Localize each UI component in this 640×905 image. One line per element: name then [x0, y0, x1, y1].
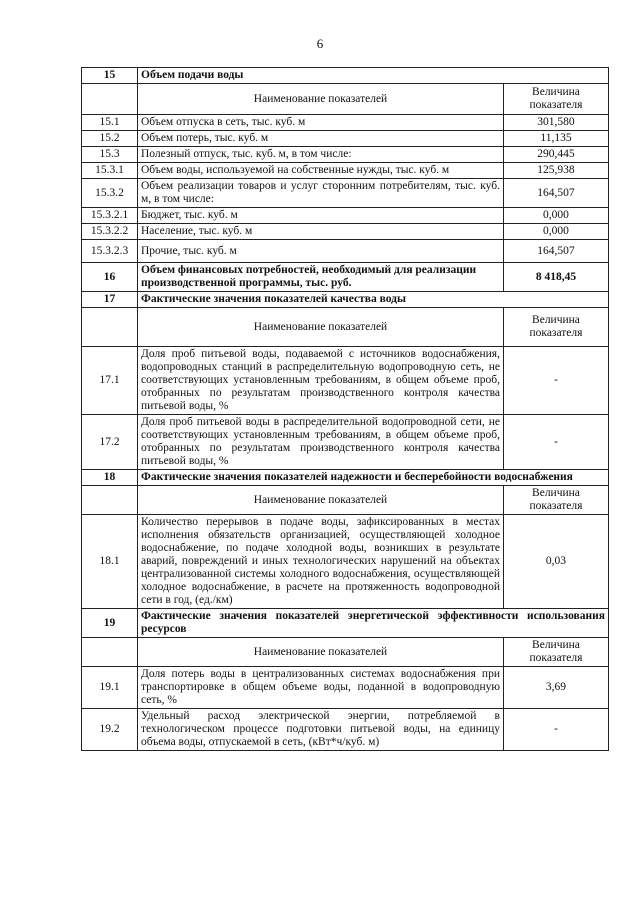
row-number: 15.3.2.1	[82, 208, 138, 224]
row-value: 164,507	[503, 179, 608, 208]
row-number: 19.1	[82, 667, 138, 709]
section-title: Фактические значения показателей качества воды	[138, 292, 609, 308]
table-row	[82, 131, 609, 147]
row-name: Объем потерь, тыс. куб. м	[138, 131, 504, 147]
row-name: Прочие, тыс. куб. м	[138, 240, 504, 263]
row-number: 17.2	[82, 415, 138, 470]
table-row	[82, 147, 609, 163]
row-name: Удельный расход электрической энергии, потребляемой в технологическом процессе подготовки питьевой воды, на единицу объема воды, отпускаемой в сеть, (кВт*ч/куб. м)	[138, 709, 504, 751]
table-row	[82, 667, 609, 709]
table-row	[82, 163, 609, 179]
row-value: 164,507	[503, 240, 608, 263]
table-row	[82, 415, 609, 470]
row-number: 15.3.2.2	[82, 224, 138, 240]
table-row	[82, 208, 609, 224]
row-name: Бюджет, тыс. куб. м	[138, 208, 504, 224]
column-header-row	[82, 486, 609, 515]
column-header-name: Наименование показателей	[138, 486, 504, 515]
table-row	[82, 240, 609, 263]
row-value: 290,445	[503, 147, 608, 163]
row-value: 3,69	[503, 667, 608, 709]
section-19-header	[82, 609, 609, 638]
row-value: 11,135	[503, 131, 608, 147]
row-value: 0,000	[503, 224, 608, 240]
section-title: Объем подачи воды	[138, 68, 609, 84]
section-18-header	[82, 470, 609, 486]
row-number: 15.3.1	[82, 163, 138, 179]
table-row	[82, 179, 609, 208]
row-name: Объем отпуска в сеть, тыс. куб. м	[138, 115, 504, 131]
row-value: 301,580	[503, 115, 608, 131]
row-number: 15.1	[82, 115, 138, 131]
section-15-header	[82, 68, 609, 84]
row-number: 18.1	[82, 515, 138, 609]
row-value: -	[503, 347, 608, 415]
section-number: 15	[82, 68, 138, 84]
column-header-name: Наименование показателей	[138, 638, 504, 667]
table-row	[82, 115, 609, 131]
row-number: 15.2	[82, 131, 138, 147]
table-row	[82, 224, 609, 240]
row-name: Объем воды, используемой на собственные нужды, тыс. куб. м	[138, 163, 504, 179]
column-header-row	[82, 308, 609, 347]
row-name: Доля проб питьевой воды, подаваемой с источников водоснабжения, водопроводных станций в распределительную водопроводную сеть, не соответствующих установленным требованиям, в общем объеме проб, отобранных по результатам производственного контроля качества питьевой воды, %	[138, 347, 504, 415]
row-value: 125,938	[503, 163, 608, 179]
indicators-table	[81, 67, 609, 751]
row-value: -	[503, 415, 608, 470]
column-header-value: Величина показателя	[503, 84, 608, 115]
section-number: 19	[82, 609, 138, 638]
column-header-name: Наименование показателей	[138, 308, 504, 347]
column-header-row	[82, 638, 609, 667]
column-header-value: Величина показателя	[503, 308, 608, 347]
table-row	[82, 515, 609, 609]
row-value: 0,000	[503, 208, 608, 224]
row-number: 17.1	[82, 347, 138, 415]
financial-need-value: 8 418,45	[503, 263, 608, 292]
row-number: 19.2	[82, 709, 138, 751]
section-title: Объем финансовых потребностей, необходимый для реализации производственной программы, тыс. руб.	[138, 263, 504, 292]
section-17-header	[82, 292, 609, 308]
row-name: Доля проб питьевой воды в распределительной водопроводной сети, не соответствующих установленным требованиям, в общем объеме проб, отобранных по результатам производственного контроля качества питьевой воды, %	[138, 415, 504, 470]
row-name: Доля потерь воды в централизованных системах водоснабжения при транспортировке в общем объеме воды, поданной в водопроводную сеть, %	[138, 667, 504, 709]
section-number: 17	[82, 292, 138, 308]
table-row	[82, 347, 609, 415]
page-number: 6	[316, 36, 324, 51]
row-number: 15.3.2	[82, 179, 138, 208]
column-header-value: Величина показателя	[503, 486, 608, 515]
column-header-value: Величина показателя	[503, 638, 608, 667]
row-name: Объем реализации товаров и услуг сторонним потребителям, тыс. куб. м, в том числе:	[138, 179, 504, 208]
row-name: Количество перерывов в подаче воды, зафиксированных в местах исполнения обязательств организацией, осуществляющей холодное водоснабжение, по подаче холодной воды, возникших в результате аварий, повреждений и иных технологических нарушений на объектах централизованной системы холодного водоснабжения, осуществляющей холодное водоснабжение, в расчете на протяженность водопроводной сети в год, (ед./км)	[138, 515, 504, 609]
row-name: Полезный отпуск, тыс. куб. м, в том числе:	[138, 147, 504, 163]
section-title: Фактические значения показателей энергетической эффективности использования ресурсов	[138, 609, 609, 638]
row-name: Население, тыс. куб. м	[138, 224, 504, 240]
column-header-name: Наименование показателей	[138, 84, 504, 115]
section-16-row	[82, 263, 609, 292]
table-row	[82, 709, 609, 751]
row-value: -	[503, 709, 608, 751]
section-title: Фактические значения показателей надежности и бесперебойности водоснабжения	[138, 470, 609, 486]
column-header-row	[82, 84, 609, 115]
row-number: 15.3	[82, 147, 138, 163]
row-value: 0,03	[503, 515, 608, 609]
section-number: 18	[82, 470, 138, 486]
section-number: 16	[82, 263, 138, 292]
row-number: 15.3.2.3	[82, 240, 138, 263]
